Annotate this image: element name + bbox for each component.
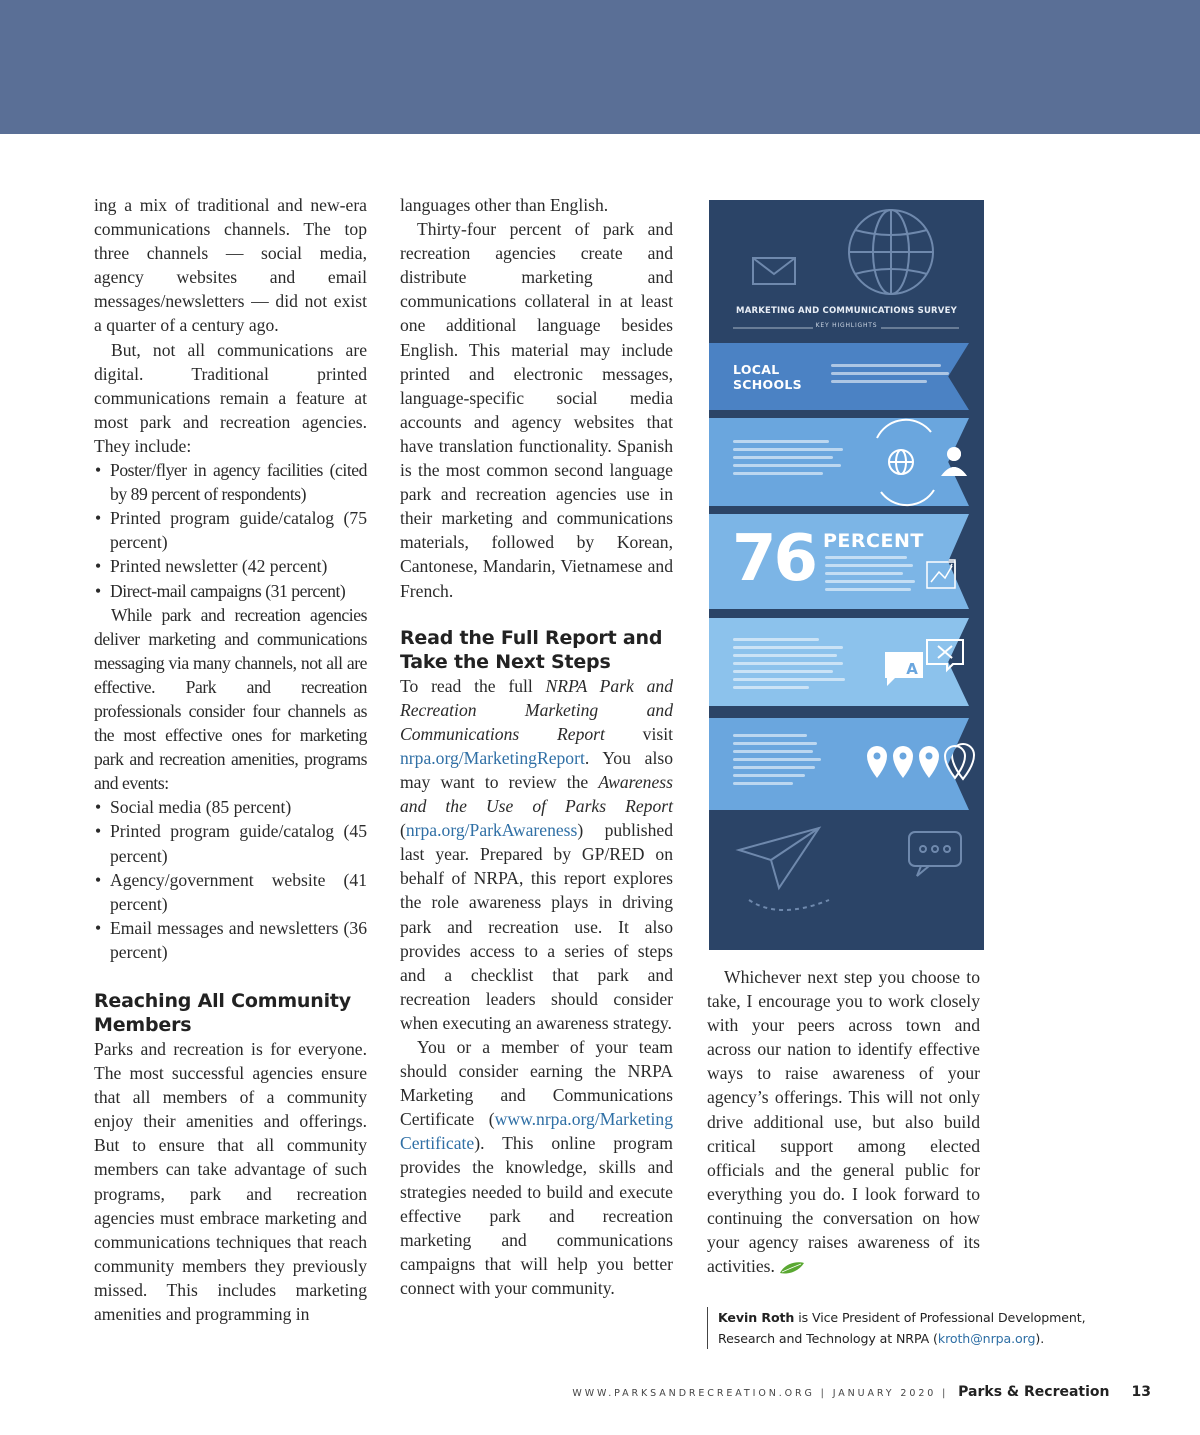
section-heading: Read the Full Report and Take the Next Steps xyxy=(400,626,663,673)
marketing-report-link[interactable]: nrpa.org/MarketingReport xyxy=(400,747,585,768)
leaf-icon xyxy=(779,1261,805,1275)
section-heading: Reaching All Community Members xyxy=(94,990,351,1036)
infographic-subtitle: KEY HIGHLIGHTS xyxy=(815,322,878,329)
list-item: • Poster/flyer in agency facilities (cited by 89 percent of respondents) xyxy=(94,458,367,506)
paragraph: Parks and recreation is for everyone. The most successful agencies ensure that all members of a community enjoy their amenities and offerings. But to ensure that all community members can take advantage of such programs, park and recreation agencies must embrace marketing and communications techniques that reach community members they previously missed. This includes marketing amenities and programming in xyxy=(94,1039,367,1325)
user-icon xyxy=(941,447,967,476)
bullet-list-effective xyxy=(94,795,367,964)
report-title: NRPA Park and Recreation Marketing and Communications Report xyxy=(400,675,673,744)
column-3 xyxy=(707,965,980,1278)
big-number: 76 xyxy=(732,522,816,596)
paragraph: But, not all communications are digital. Traditional printed communications remain a feature at most park and recreation agencies. They include: xyxy=(94,339,367,456)
page-number: 13 xyxy=(1131,1384,1151,1400)
page-footer: WWW.PARKSANDRECREATION.ORG | JANUARY 2020 | Parks & Recreation 13 xyxy=(572,1384,1151,1400)
location-pins-icon xyxy=(867,746,965,778)
report-title: Awareness and the Use of Parks Report xyxy=(400,771,673,817)
infographic-title: MARKETING AND COMMUNICATIONS SURVEY xyxy=(736,306,957,316)
author-email-link[interactable]: kroth@nrpa.org xyxy=(937,1331,1036,1346)
paragraph: ing a mix of traditional and new-era communications channels. The top three channels — social media, agency websites and email messages/newsletters — did not exist a quarter of a century ago. xyxy=(94,195,367,336)
translate-glyph: A xyxy=(906,660,918,678)
list-item: • Agency/government website (41 percent) xyxy=(94,868,367,916)
paragraph: To read the full NRPA Park and Recreation Marketing and Communications Report visit nrpa.org/MarketingReport. You also may want to review the Awareness and the Use of Parks Report (nrpa.org/ParkAwareness) published last year. Prepared by GP/RED on behalf of NRPA, this report explores the role awareness plays in driving park and recreation use. It also provides access to a series of steps and a checklist that park and recreation leaders should consider when executing an awareness strategy. xyxy=(400,675,673,1033)
footer-issue: JANUARY 2020 xyxy=(832,1388,937,1399)
cycle-arrows-icon xyxy=(877,420,934,505)
footer-url: WWW.PARKSANDRECREATION.ORG xyxy=(572,1388,815,1399)
list-item: • Printed newsletter (42 percent) xyxy=(94,554,367,578)
percent-label: PERCENT xyxy=(823,530,924,552)
author-bio: Kevin Roth is Vice President of Professional Development, Research and Technology at NRPA (kroth@nrpa.org). xyxy=(707,1307,1098,1349)
list-item: • Direct-mail campaigns (31 percent) xyxy=(94,579,367,603)
author-name: Kevin Roth xyxy=(718,1310,795,1325)
magazine-name: Parks & Recreation xyxy=(958,1384,1110,1400)
list-item: • Email messages and newsletters (36 percent) xyxy=(94,916,367,964)
header-band xyxy=(0,0,1200,134)
column-1 xyxy=(94,193,367,1326)
list-item: • Printed program guide/catalog (75 percent) xyxy=(94,506,367,554)
certificate-link[interactable]: www.nrpa.org/MarketingCertificate xyxy=(400,1109,673,1154)
bullet-list-printed xyxy=(94,458,367,603)
survey-infographic xyxy=(709,200,984,950)
park-awareness-link[interactable]: nrpa.org/ParkAwareness xyxy=(405,820,578,841)
list-item: • Printed program guide/catalog (45 percent) xyxy=(94,819,367,867)
list-item: • Social media (85 percent) xyxy=(94,795,367,819)
paragraph: While park and recreation agencies deliver marketing and communications messaging via many channels, not all are effective. Park and recreation professionals consider four channels as the most effective ones for marketing park and recreation amenities, programs and events: xyxy=(94,604,367,794)
speech-bubbles-icon xyxy=(885,640,963,686)
paragraph: languages other than English. xyxy=(400,195,609,215)
paragraph: Thirty-four percent of park and recreation agencies create and distribute marketing and communications collateral in at least one additional language besides English. This material may include printed and electronic messages, language-specific social media accounts and agency websites that have translation functionality. Spanish is the most common second language park and recreation agencies use in their marketing and communications materials, followed by Korean, Cantonese, Mandarin, Vietnamese and French. xyxy=(400,219,673,601)
paragraph: Whichever next step you choose to take, I encourage you to work closely with your peers across town and across our nation to identify effective ways to raise awareness of your agency’s offerings. This will not only drive additional use, but also build critical support among elected officials and the general public for everything you do. I look forward to continuing the conversation on how your agency raises awareness of its activities. xyxy=(707,967,980,1277)
local-schools-label: LOCAL SCHOOLS xyxy=(733,362,802,392)
line-chart-icon xyxy=(927,562,955,588)
column-2 xyxy=(400,193,673,1300)
paragraph: You or a member of your team should consider earning the NRPA Marketing and Communications Certificate (www.nrpa.org/MarketingCertificate). This online program provides the knowledge, skills and strategies needed to build and execute effective park and recreation marketing and communications campaigns that will help you better connect with your community. xyxy=(400,1037,673,1298)
